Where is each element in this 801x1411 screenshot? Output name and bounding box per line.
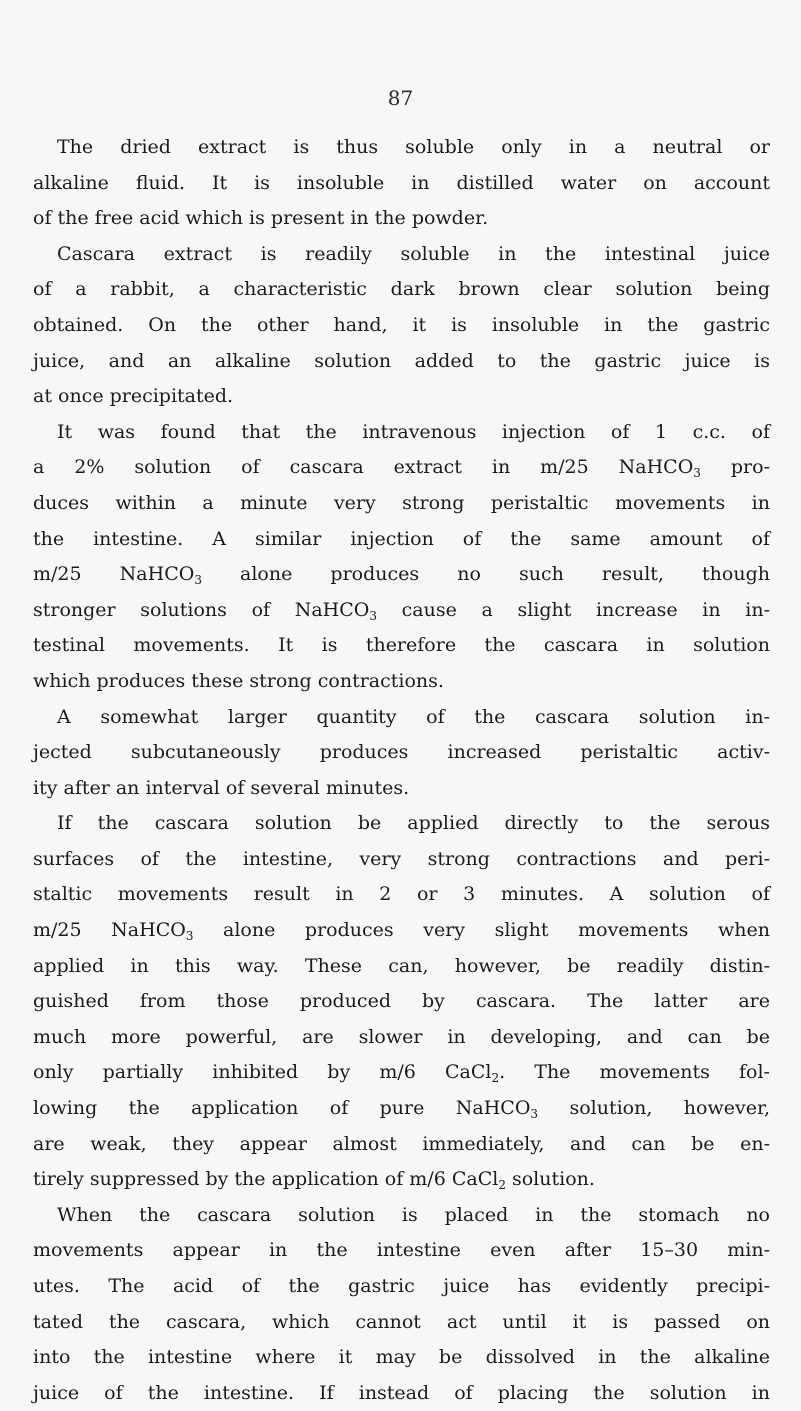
text-line: movements appear in the intestine even after 15–30 min-: [33, 1239, 770, 1262]
text-line: guished from those produced by cascara. The latter are: [33, 990, 770, 1013]
text-line: much more powerful, are slower in developing, and can be: [33, 1025, 770, 1048]
page-number: 87: [387, 86, 414, 110]
text-line: of a rabbit, a characteristic dark brown clear solution being: [33, 278, 770, 301]
text-line: When the cascara solution is placed in the stomach no: [57, 1203, 770, 1226]
text-line: of the free acid which is present in the powder.: [33, 207, 489, 230]
text-line: only partially inhibited by m/6 CaCl$_2$. The movements fol-: [33, 1061, 770, 1086]
text-line: tated the cascara, which cannot act until it is passed on: [33, 1310, 770, 1333]
text-line: stronger solutions of NaHCO$_3$ cause a slight increase in in-: [33, 598, 770, 623]
subscript: 3: [530, 1107, 539, 1122]
text-line: juice, and an alkaline solution added to the gastric juice is: [33, 349, 770, 372]
text-line: staltic movements result in 2 or 3 minutes. A solution of: [33, 883, 770, 906]
subscript: 2: [498, 1178, 506, 1193]
text-line: duces within a minute very strong peristaltic movements in: [33, 491, 770, 514]
text-line: which produces these strong contractions.: [33, 669, 444, 692]
text-line: at once precipitated.: [33, 385, 234, 408]
subscript: 3: [693, 466, 701, 481]
text-line: Cascara extract is readily soluble in the intestinal juice: [57, 242, 770, 265]
subscript: 2: [491, 1071, 500, 1086]
subscript: 3: [194, 573, 202, 588]
text-line: m/25 NaHCO$_3$ alone produces very slight movements when: [33, 919, 770, 944]
text-line: surfaces of the intestine, very strong contractions and peri-: [33, 847, 770, 870]
text-line: a 2% solution of cascara extract in m/25 NaHCO$_3$ pro-: [33, 456, 770, 481]
text-line: A somewhat larger quantity of the cascara solution in-: [57, 705, 770, 728]
text-line: alkaline fluid. It is insoluble in distilled water on account: [33, 171, 770, 194]
text-line: applied in this way. These can, however, be readily distin-: [33, 954, 770, 977]
text-line: into the intestine where it may be dissolved in the alkaline: [33, 1346, 770, 1369]
text-line: utes. The acid of the gastric juice has evidently precipi-: [33, 1275, 770, 1297]
text-line: If the cascara solution be applied directly to the serous: [57, 812, 770, 835]
text-line: ity after an interval of several minutes.: [33, 776, 410, 799]
text-line: obtained. On the other hand, it is insoluble in the gastric: [33, 313, 770, 336]
subscript: 3: [185, 929, 194, 944]
text-line: are weak, they appear almost immediately, and can be en-: [33, 1132, 770, 1155]
text-line: juice of the intestine. If instead of placing the solution in: [33, 1381, 770, 1404]
text-line: the intestine. A similar injection of the same amount of: [33, 527, 770, 550]
subscript: 3: [369, 608, 377, 623]
body-text: [33, 130, 770, 1411]
text-line: testinal movements. It is therefore the cascara in solution: [33, 634, 770, 657]
text-line: It was found that the intravenous injection of 1 c.c. of: [57, 420, 770, 443]
text-line: tirely suppressed by the application of m/6 CaCl$_2$ solution.: [33, 1168, 595, 1193]
text-line: m/25 NaHCO$_3$ alone produces no such result, though: [33, 563, 770, 588]
text-line: lowing the application of pure NaHCO$_3$ solution, however,: [33, 1097, 770, 1122]
text-line: jected subcutaneously produces increased peristaltic activ-: [33, 741, 770, 764]
text-line: The dried extract is thus soluble only in a neutral or: [57, 136, 770, 158]
